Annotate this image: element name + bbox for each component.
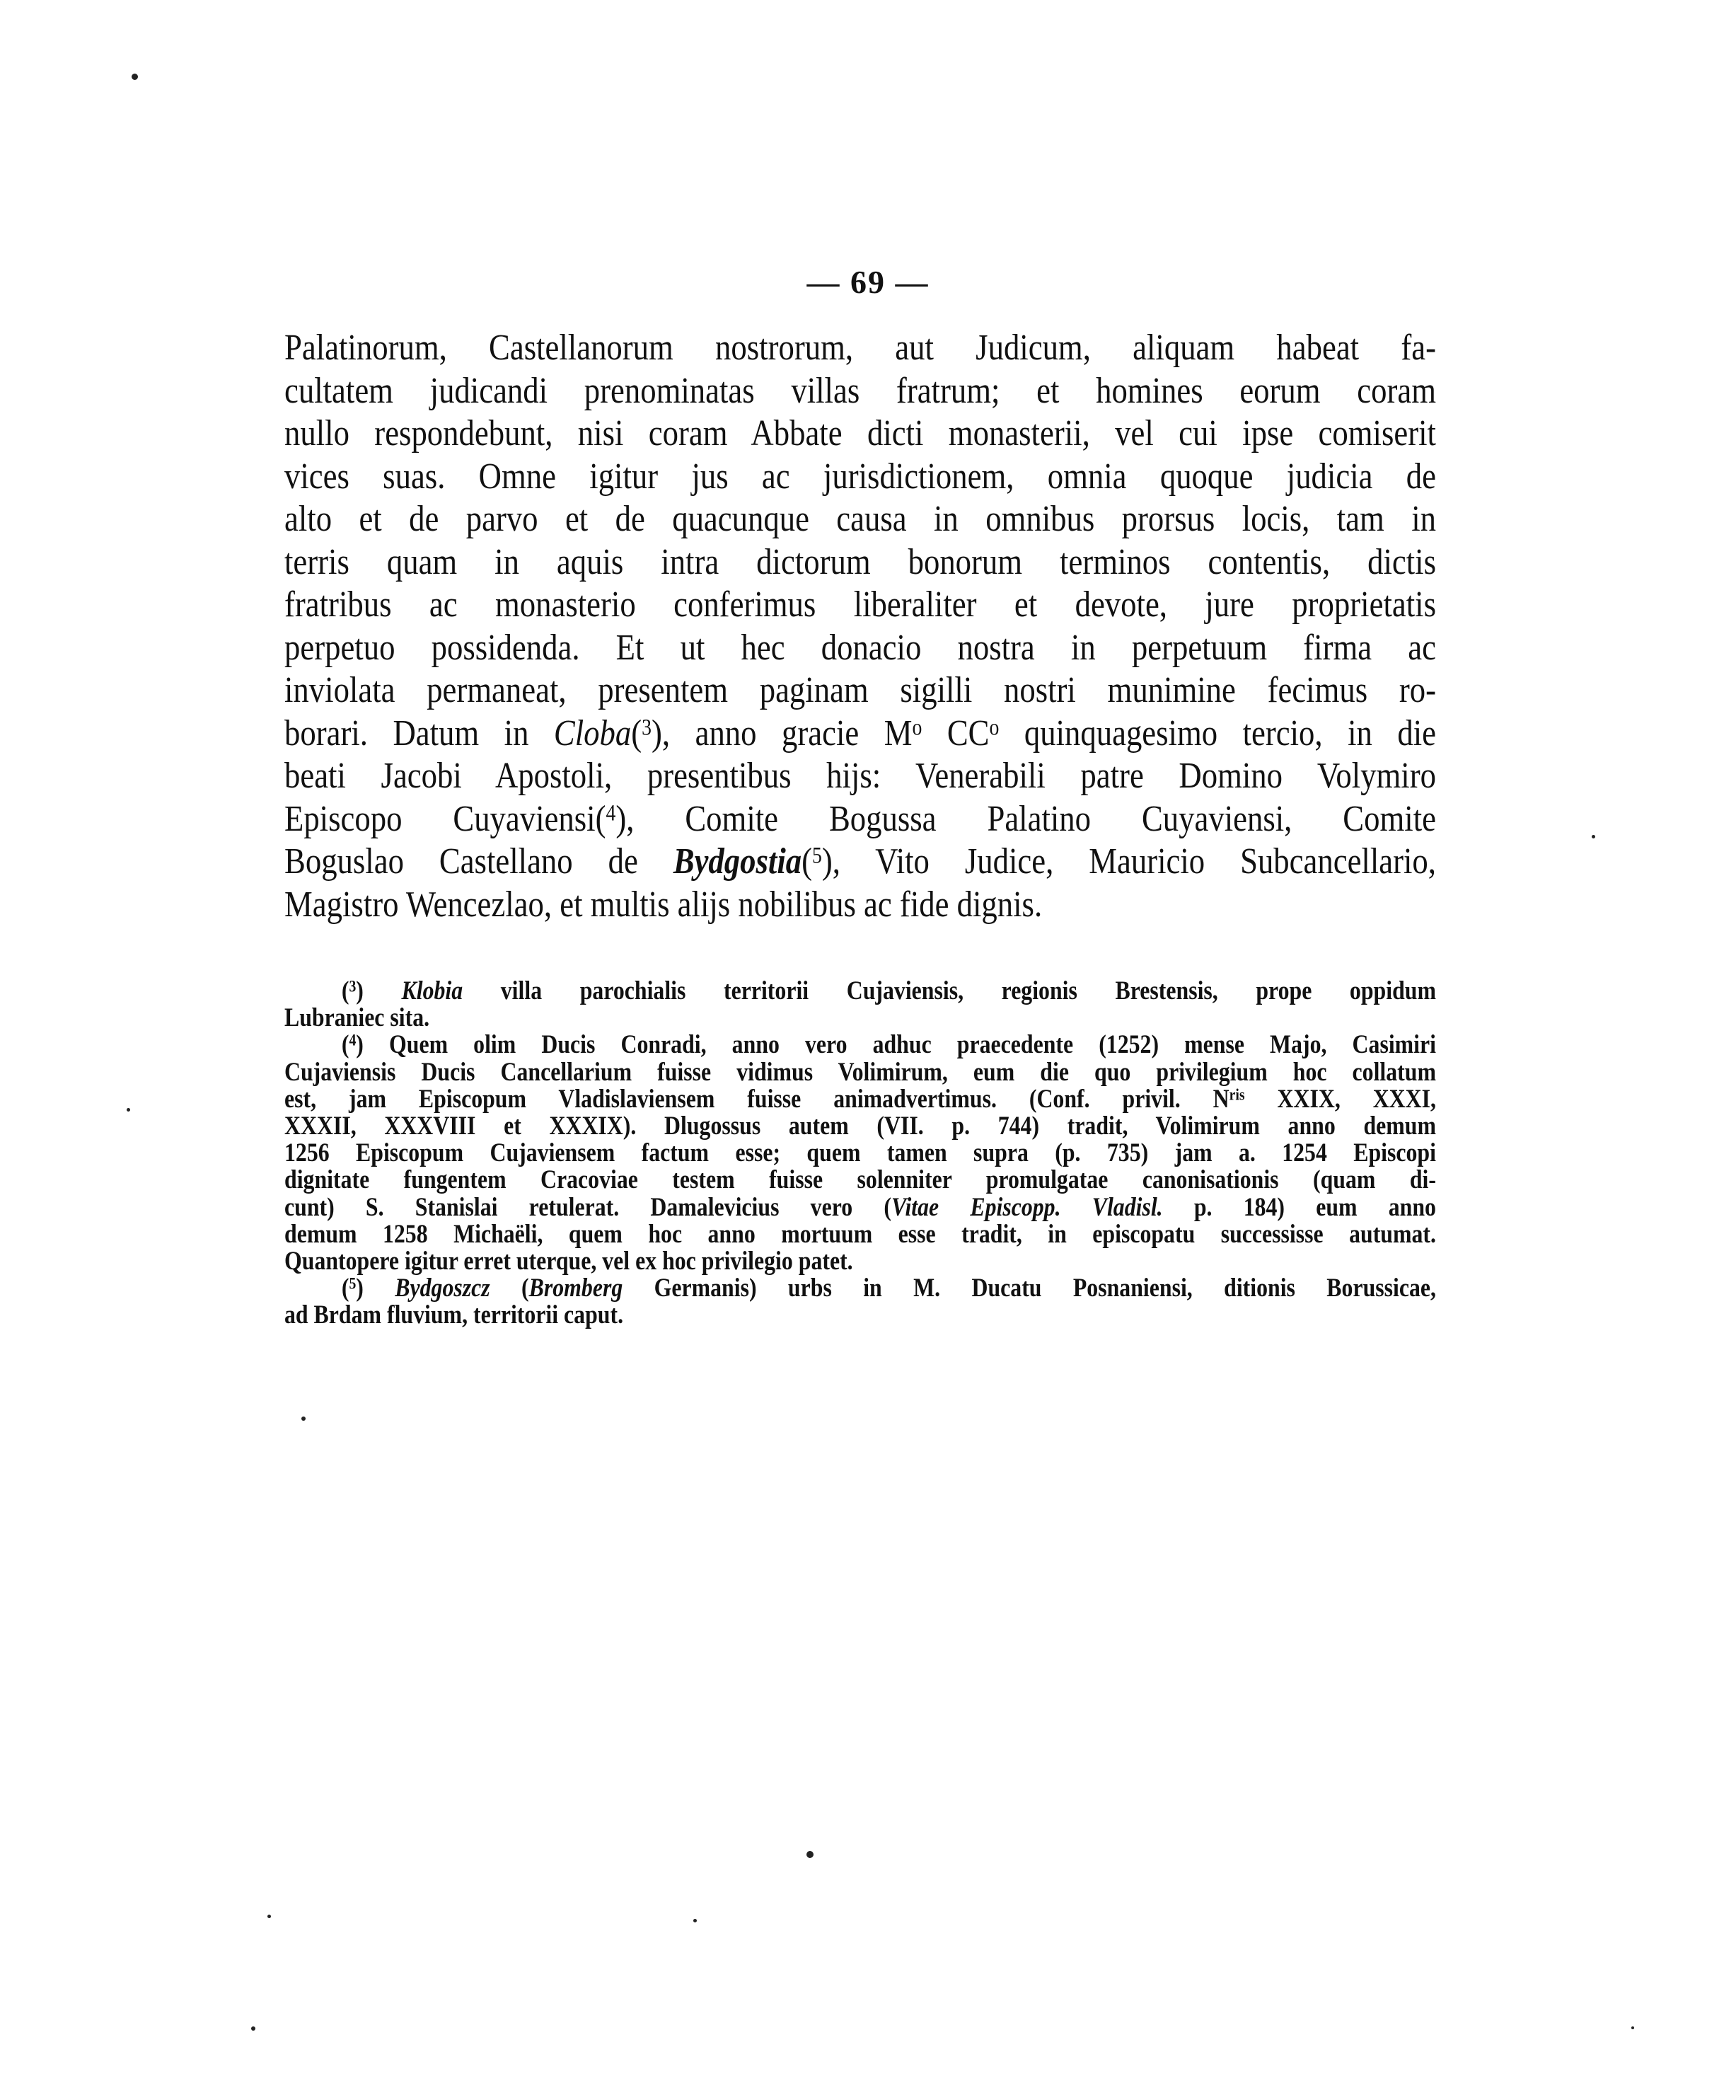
footnote-line: XXXII, XXXVIII et XXXIX). Dlugossus autem (VII. p. 744) tradit, Volimirum anno demum <box>284 1112 1436 1141</box>
text-fragment: ), Vito Judice, Mauricio Subcancellario, <box>821 841 1436 882</box>
scan-speck <box>806 1851 814 1858</box>
footnote-3: ($^3$) Klobia villa parochialis territorii Cujaviensis, regionis Brestensis, prope oppidum <box>341 976 1436 1005</box>
text-line: beati Jacobi Apostoli, presentibus hijs: Venerabili patre Domino Volymiro <box>284 756 1436 796</box>
footnote-mark: 4 <box>349 1032 357 1050</box>
text-fragment: villa parochialis territorii Cujaviensis, regionis Brestensis, prope oppidum <box>463 976 1436 1005</box>
place-name-cloba: Cloba <box>553 712 632 754</box>
footnote-term: Klobia <box>401 976 463 1005</box>
scan-speck <box>693 1919 697 1922</box>
page-number: — 69 — <box>806 264 930 300</box>
footnote-mark: 3 <box>349 977 357 996</box>
text-fragment: Quem olim Ducis Conradi, anno vero adhuc praecedente (1252) mense Majo, Casimiri <box>363 1030 1436 1060</box>
footnote-ref-3: 3 <box>642 714 652 739</box>
place-name-bydgostia: Bydgostia <box>673 841 802 882</box>
footnote-line: dignitate fungentem Cracoviae testem fuisse solenniter promulgatae canonisationis (quam di- <box>284 1165 1436 1195</box>
footnote-line: Cujaviensis Ducis Cancellarium fuisse vidimus Volimirum, eum die quo privilegium hoc collatum <box>284 1057 1436 1087</box>
footnote-line <box>284 1194 1436 1221</box>
footnote-term: Bromberg <box>528 1274 623 1303</box>
text-fragment: Episcopo Cuyaviensi( <box>284 798 606 839</box>
text-line: perpetuo possidenda. Et ut hec donacio nostra in perpetuum firma ac <box>284 627 1436 668</box>
degree-mark: o <box>912 714 922 739</box>
text-fragment: Germanis) urbs in M. Ducatu Posnaniensi, ditionis Borussicae, <box>623 1274 1436 1303</box>
text-line: vices suas. Omne igitur jus ac jurisdictionem, omnia quoque judicia de <box>284 456 1436 497</box>
text-fragment: quinquagesimo tercio, in die <box>999 712 1436 754</box>
text-fragment: Boguslao Castellano de <box>284 841 673 882</box>
text-fragment: borari. Datum in <box>284 712 554 754</box>
text-fragment: CC <box>922 712 990 754</box>
text-line: Magistro Wencezlao, et multis alijs nobilibus ac fide dignis. <box>284 884 1043 925</box>
degree-mark: o <box>989 714 1000 739</box>
superscript: ris <box>1229 1085 1245 1104</box>
text-line: nullo respondebunt, nisi coram Abbate dicti monasterii, vel cui ipse comiserit <box>284 413 1436 454</box>
text-line <box>284 798 1436 841</box>
scan-speck <box>267 1915 271 1918</box>
text-fragment: cunt) S. Stanislai retulerat. Damalevicius vero ( <box>284 1192 891 1222</box>
footnote-5: ($^5$) Bydgoszcz (Bromberg Germanis) urbs in M. Ducatu Posnaniensi, ditionis Borussicae, <box>341 1274 1436 1303</box>
text-line: inviolata permaneat, presentem paginam sigilli nostri munimine fecimus ro- <box>284 670 1436 710</box>
footnote-ref-4: 4 <box>606 800 616 825</box>
footnotes <box>284 976 1436 1330</box>
scan-speck <box>127 1108 130 1112</box>
text-fragment: est, jam Episcopum Vladislaviensem fuisse animadvertimus. (Conf. privil. N <box>284 1084 1229 1114</box>
text-line: fratribus ac monasterio conferimus liberaliter et devote, jure proprietatis <box>284 584 1436 625</box>
text-fragment: p. 184) eum anno <box>1162 1192 1436 1222</box>
text-line: terris quam in aquis intra dictorum bonorum terminos contentis, dictis <box>284 541 1436 582</box>
text-line: cultatem judicandi prenominatas villas fratrum; et homines eorum coram <box>284 370 1436 411</box>
footnote-line: Lubraniec sita. <box>284 1003 430 1033</box>
footnote-line: 1256 Episcopum Cujaviensem factum esse; quem tamen supra (p. 735) jam a. 1254 Episcopi <box>284 1138 1436 1168</box>
text-fragment: XXIX, XXXI, <box>1244 1084 1436 1114</box>
footnote-ref-5: 5 <box>812 842 822 868</box>
footnote-line: ad Brdam fluvium, territorii caput. <box>284 1300 624 1330</box>
text-fragment: ), anno gracie M <box>652 712 913 754</box>
footnote-term: Bydgoszcz <box>395 1274 490 1303</box>
scan-speck <box>1631 2026 1634 2029</box>
text-line: alto et de parvo et de quacunque causa in omnibus prorsus locis, tam in <box>284 499 1436 539</box>
footnote-mark: 5 <box>349 1274 357 1293</box>
footnote-line <box>284 1086 1436 1113</box>
scan-speck <box>132 74 138 80</box>
scan-speck <box>251 2026 255 2031</box>
book-title: Vitae Episcopp. Vladisl. <box>891 1192 1163 1222</box>
footnote-line: Quantopere igitur erret uterque, vel ex hoc privilegio patet. <box>284 1247 853 1276</box>
footnote-line: demum 1258 Michaëli, quem hoc anno mortuum esse tradit, in episcopatu successisse autumat. <box>284 1219 1436 1249</box>
text-fragment: ), Comite Bogussa Palatino Cuyaviensi, Comite <box>615 798 1436 839</box>
footnote-4: ($^4$) Quem olim Ducis Conradi, anno vero adhuc praecedente (1252) mense Majo, Casimiri <box>341 1030 1436 1060</box>
scan-speck <box>1592 835 1595 838</box>
scan-speck <box>301 1417 306 1421</box>
text-line: Palatinorum, Castellanorum nostrorum, aut Judicum, aliquam habeat fa- <box>284 328 1436 368</box>
main-text-body <box>284 327 1436 926</box>
text-line: borari. Datum in Cloba($^3$), anno gracie $M^o$ $CC^o$ quinquagesimo tercio, in die <box>284 712 1436 754</box>
text-line: Boguslao Castellano de Bydgostia($^5$), Vito Judice, Mauricio Subcancellario, <box>284 841 1436 882</box>
